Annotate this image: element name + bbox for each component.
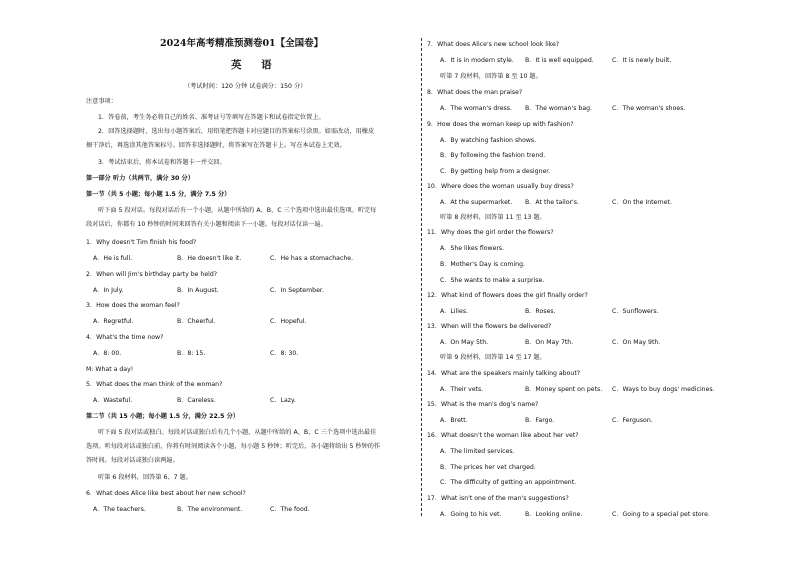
q17-option-a: A．Going to his vet.	[440, 511, 502, 518]
question-8: 8．What does the man praise?	[427, 89, 523, 96]
q4-option-b: B．8: 15.	[177, 350, 206, 357]
question-12: 12．What kind of flowers does the girl finally order?	[427, 292, 588, 299]
question-7: 7．What does Alice's new school look like?	[427, 41, 560, 48]
q3-option-c: C．Hopeful.	[270, 318, 307, 325]
question-2: 2．When will Jim's birthday party be held?	[86, 271, 218, 278]
section2-heading: 第二节（共 15 小题；每小题 1.5 分，满分 22.5 分）	[86, 413, 239, 420]
q14-option-a: A．Their vets.	[440, 386, 484, 393]
q14-option-c: C．Ways to buy dogs' medicines.	[612, 386, 715, 393]
question-17: 17．What isn't one of the man's suggestions?	[427, 495, 569, 502]
q16-option-c: C．The difficulty of getting an appointment.	[440, 479, 577, 486]
section1-instruction: 听下面 5 段对话。每段对话后有一个小题，从题中所给的 A、B、C 三个选项中选出最佳选项。听完每	[98, 207, 377, 214]
q10-option-b: B．At the tailor's.	[525, 199, 579, 206]
q11-option-a: A．She likes flowers.	[440, 245, 505, 252]
question-4: 4．What's the time now?	[86, 334, 164, 341]
q13-option-b: B．On May 7th.	[525, 339, 574, 346]
q13-option-c: C．On May 9th.	[612, 339, 661, 346]
section2-instruction: 听下面 5 段对话或独白。每段对话或独白后有几个小题，从题中所给的 A、B、C 三个选项中选出最佳	[98, 429, 377, 436]
q4-option-c: C．8: 30.	[270, 350, 299, 357]
q2-option-c: C．In September.	[270, 287, 324, 294]
q8-option-c: C．The woman's shoes.	[612, 105, 686, 112]
q2-option-b: B．In August.	[177, 287, 219, 294]
q9-option-b: B．By following the fashion trend.	[440, 152, 546, 159]
dialogue-line: M: What a day!	[86, 366, 134, 373]
q7-option-a: A．It is in modern style.	[440, 57, 514, 64]
q5-option-a: A．Wasteful.	[93, 397, 133, 404]
q6-option-b: B．The environment.	[177, 506, 243, 513]
part1-heading: 第一部分 听力（共两节，满分 30 分）	[86, 175, 194, 182]
q4-option-a: A．8: 00.	[93, 350, 122, 357]
note-item: 2．回答选择题时，选出每小题答案后，用铅笔把答题卡对应题目的答案标号涂黑。如需改动，用橡皮	[98, 128, 375, 135]
question-3: 3．How does the woman feel?	[86, 302, 180, 309]
question-10: 10．Where does the woman usually buy dress?	[427, 183, 574, 190]
subject-title: 英 语	[231, 59, 280, 71]
note-item: 3．考试结束后，将本试卷和答题卡一并交回。	[98, 159, 226, 166]
listen-instruction: 听第 7 段材料，回答第 8 至 10 题。	[440, 73, 542, 80]
section1-heading: 第一节（共 5 小题；每小题 1.5 分，满分 7.5 分）	[86, 191, 231, 198]
q9-option-c: C．By getting help from a designer.	[440, 168, 551, 175]
column-divider	[421, 38, 422, 516]
notes-heading: 注意事项：	[86, 98, 117, 105]
question-14: 14．What are the speakers mainly talking about?	[427, 370, 581, 377]
q11-option-b: B．Mother's Day is coming.	[440, 261, 525, 268]
q13-option-a: A．On May 5th.	[440, 339, 489, 346]
question-13: 13．When will the flowers be delivered?	[427, 323, 552, 330]
q17-option-b: B．Looking online.	[525, 511, 583, 518]
section2-instruction: 选项。听每段对话或独白前，你将有时间阅读各个小题，每小题 5 秒钟；听完后，各小题将给出 5 秒钟的作	[86, 443, 381, 450]
listen-instruction: 听第 6 段材料，回答第 6、7 题。	[98, 474, 192, 481]
question-5: 5．What does the man think of the woman?	[86, 381, 223, 388]
section2-instruction: 答时间。每段对话或独白读两遍。	[86, 457, 179, 464]
question-6: 6．What does Alice like best about her new school?	[86, 490, 246, 497]
q14-option-b: B．Money spent on pets.	[525, 386, 603, 393]
q15-option-c: C．Ferguson.	[612, 417, 653, 424]
q17-option-c: C．Going to a special pet store.	[612, 511, 710, 518]
note-item: 擦干净后，再选涂其他答案标号。回答非选择题时，将答案写在答题卡上。写在本试卷上无效。	[86, 142, 346, 149]
q15-option-b: B．Fargo.	[525, 417, 555, 424]
q10-option-c: C．On the Internet.	[612, 199, 672, 206]
q2-option-a: A．In July.	[93, 287, 124, 294]
q15-option-a: A．Brett.	[440, 417, 468, 424]
q5-option-c: C．Lazy.	[270, 397, 296, 404]
q12-option-c: C．Sunflowers.	[612, 308, 659, 315]
q10-option-a: A．At the supermarket.	[440, 199, 513, 206]
q1-option-b: B．He doesn't like it.	[177, 255, 242, 262]
note-item: 1．答卷前，考生务必将自己的姓名、准考证号等填写在答题卡和试卷指定位置上。	[98, 114, 325, 121]
question-15: 15．What is the man's dog's name?	[427, 401, 539, 408]
question-9: 9．How does the woman keep up with fashion?	[427, 121, 574, 128]
q16-option-b: B．The prices her vet charged.	[440, 464, 536, 471]
question-16: 16．What doesn't the woman like about her vet?	[427, 432, 579, 439]
q16-option-a: A．The limited services.	[440, 448, 515, 455]
q7-option-b: B．It is well equipped.	[525, 57, 594, 64]
q1-option-a: A．He is full.	[93, 255, 133, 262]
q8-option-a: A．The woman's dress.	[440, 105, 512, 112]
q1-option-c: C．He has a stomachache.	[270, 255, 354, 262]
listen-instruction: 听第 8 段材料，回答第 11 至 13 题。	[440, 214, 546, 221]
q5-option-b: B．Careless.	[177, 397, 216, 404]
exam-info: （考试时间：120 分钟 试卷满分：150 分）	[184, 83, 307, 90]
q6-option-c: C．The food.	[270, 506, 310, 513]
question-11: 11．Why does the girl order the flowers?	[427, 229, 554, 236]
q9-option-a: A．By watching fashion shows.	[440, 137, 537, 144]
q7-option-c: C．It is newly built.	[612, 57, 672, 64]
listen-instruction: 听第 9 段材料，回答第 14 至 17 题。	[440, 354, 546, 361]
exam-title: 2024年高考精准预测卷01【全国卷】	[160, 38, 324, 49]
q6-option-a: A．The teachers.	[93, 506, 146, 513]
q8-option-b: B．The woman's bag.	[525, 105, 592, 112]
q12-option-b: B．Roses.	[525, 308, 556, 315]
question-1: 1．Why doesn't Tim finish his food?	[86, 239, 197, 246]
q3-option-b: B．Cheerful.	[177, 318, 216, 325]
q11-option-c: C．She wants to make a surprise.	[440, 277, 545, 284]
q3-option-a: A．Regretful.	[93, 318, 134, 325]
section1-instruction: 段对话后，你都有 10 秒钟的时间来回答有关小题和阅读下一小题。每段对话仅读一遍。	[86, 221, 327, 228]
q12-option-a: A．Lilies.	[440, 308, 469, 315]
